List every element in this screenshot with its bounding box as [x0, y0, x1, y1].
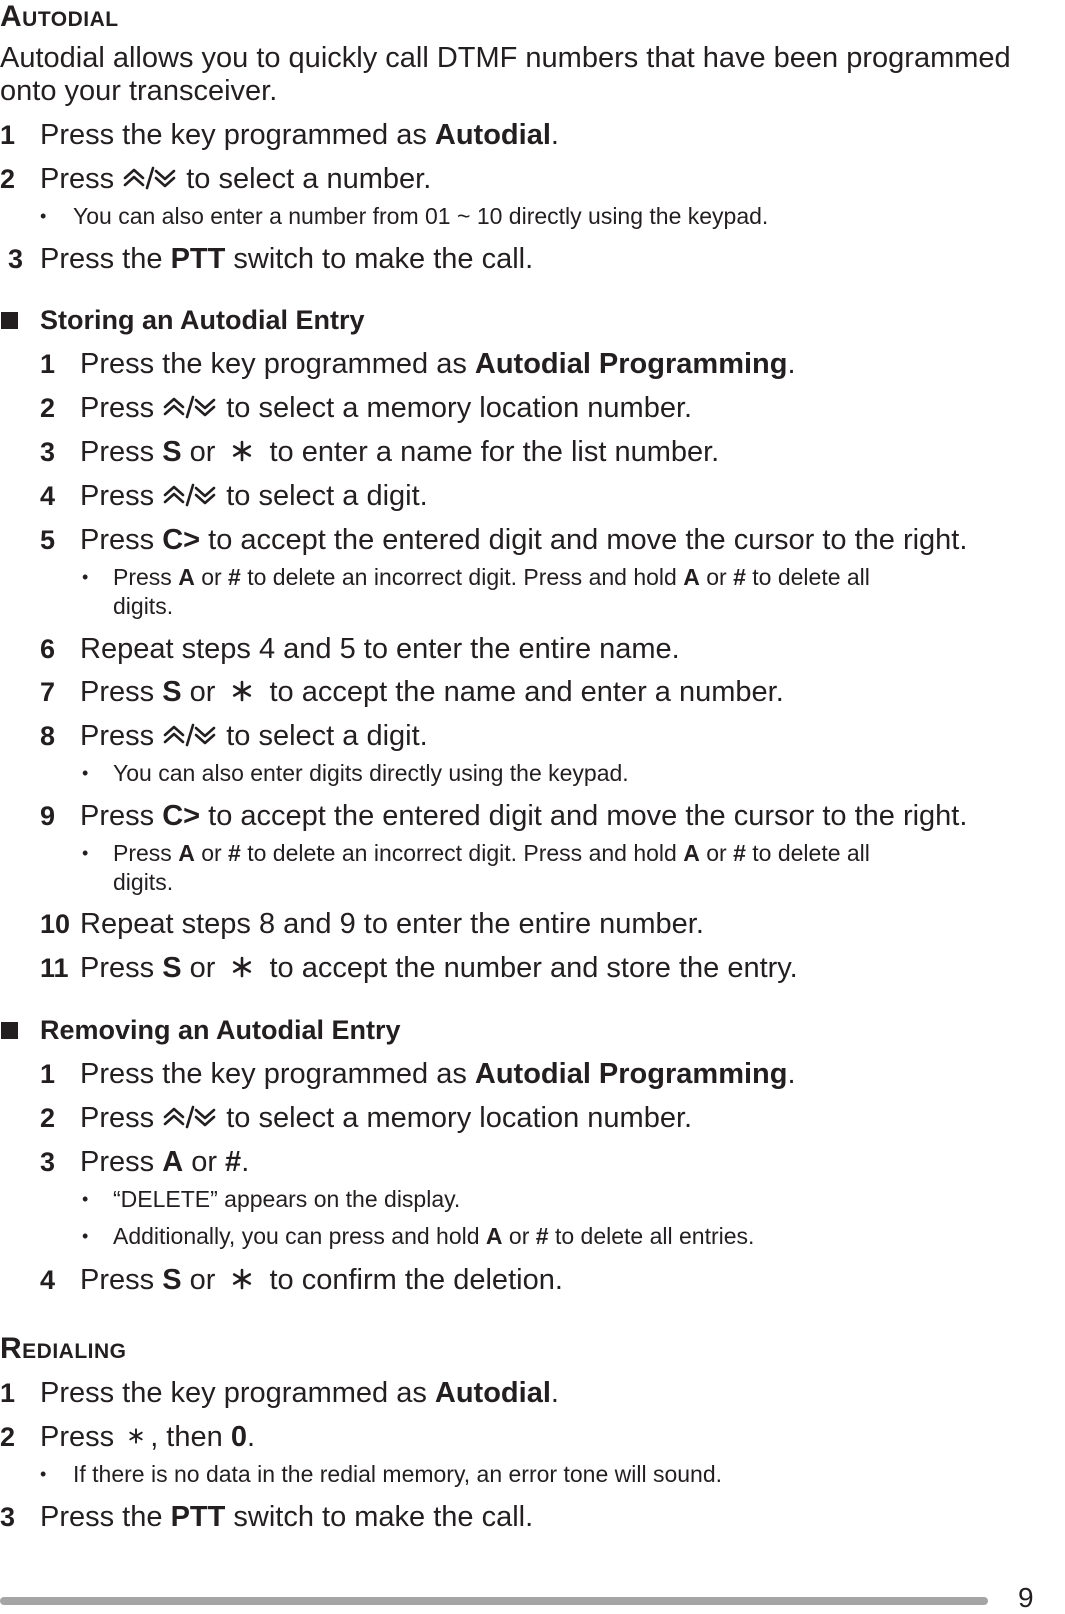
up-down-arrow-keys-icon — [162, 1104, 218, 1130]
step-number: 2 — [40, 1103, 56, 1133]
removing-step-1: Press the key programmed as Autodial Programming. — [80, 1058, 796, 1090]
storing-note-5-cont: digits. — [113, 593, 174, 619]
storing-note-8: You can also enter digits directly using the keypad. — [113, 760, 629, 786]
bullet: • — [82, 763, 89, 783]
step-number: 1 — [40, 349, 56, 379]
redialing-step-2: Press , then 0. — [40, 1421, 256, 1453]
section-square-icon — [1, 1022, 18, 1039]
step-number: 4 — [40, 1265, 56, 1295]
redialing-step-1: Press the key programmed as Autodial. — [40, 1377, 559, 1409]
removing-step-2: Press to select a memory location number. — [80, 1102, 693, 1134]
subsection-title-storing: Storing an Autodial Entry — [40, 305, 365, 335]
up-down-arrow-keys-icon — [162, 722, 218, 748]
step-number: 3 — [40, 437, 56, 467]
bullet: • — [82, 843, 89, 863]
bullet: • — [40, 1464, 47, 1484]
step-number: 10 — [40, 909, 71, 939]
bullet: • — [82, 1189, 89, 1209]
autodial-step-2: Press to select a number. — [40, 163, 432, 195]
removing-note-3a: “DELETE” appears on the display. — [113, 1186, 461, 1212]
up-down-arrow-keys-icon — [162, 394, 218, 420]
removing-step-4: Press S or to confirm the deletion. — [80, 1264, 563, 1296]
storing-step-5: Press C> to accept the entered digit and move the cursor to the right. — [80, 524, 968, 556]
autodial-step-3: Press the PTT switch to make the call. — [40, 243, 534, 275]
step-number: 1 — [40, 1059, 56, 1089]
asterisk-key-icon — [122, 1423, 150, 1449]
step-number: 2 — [40, 393, 56, 423]
step-number: 9 — [40, 801, 56, 831]
step-number: 1 — [0, 1378, 16, 1408]
subsection-title-removing: Removing an Autodial Entry — [40, 1015, 401, 1045]
storing-step-11: Press S or to accept the number and store the entry. — [80, 952, 798, 984]
autodial-note: You can also enter a number from 01 ~ 10 directly using the keypad. — [73, 203, 769, 229]
step-number: 1 — [0, 120, 16, 150]
section-title-redialing: Redialing — [0, 1332, 127, 1365]
asterisk-key-icon — [223, 438, 261, 464]
storing-note-5: Press A or # to delete an incorrect digit. Press and hold A or # to delete all — [113, 564, 870, 590]
up-down-arrow-keys-icon — [122, 165, 178, 191]
up-down-arrow-keys-icon — [162, 482, 218, 508]
step-number: 3 — [0, 1502, 16, 1532]
autodial-intro-line1: Autodial allows you to quickly call DTMF numbers that have been programmed — [0, 42, 1011, 74]
step-number: 3 — [8, 244, 24, 274]
storing-step-3: Press S or to enter a name for the list number. — [80, 436, 720, 468]
storing-step-6: Repeat steps 4 and 5 to enter the entire name. — [80, 633, 680, 665]
storing-note-9: Press A or # to delete an incorrect digit. Press and hold A or # to delete all — [113, 840, 870, 866]
storing-step-2: Press to select a memory location number. — [80, 392, 693, 424]
redialing-note-2: If there is no data in the redial memory, an error tone will sound. — [73, 1461, 723, 1487]
storing-note-9-cont: digits. — [113, 869, 174, 895]
step-number: 6 — [40, 634, 56, 664]
section-title-autodial: Autodial — [0, 0, 119, 33]
step-number: 5 — [40, 525, 56, 555]
step-number: 4 — [40, 481, 56, 511]
storing-step-8: Press to select a digit. — [80, 720, 428, 752]
asterisk-key-icon — [223, 954, 261, 980]
step-number: 7 — [40, 677, 56, 707]
asterisk-key-icon — [223, 678, 261, 704]
storing-step-10: Repeat steps 8 and 9 to enter the entire number. — [80, 908, 704, 940]
step-number: 11 — [40, 953, 69, 983]
bullet: • — [82, 567, 89, 587]
section-square-icon — [1, 312, 18, 329]
bullet: • — [40, 206, 47, 226]
autodial-step-1: Press the key programmed as Autodial. — [40, 119, 559, 151]
autodial-intro-line2: onto your transceiver. — [0, 75, 278, 107]
storing-step-7: Press S or to accept the name and enter a number. — [80, 676, 784, 708]
removing-note-3b: Additionally, you can press and hold A or # to delete all entries. — [113, 1223, 755, 1249]
redialing-step-3: Press the PTT switch to make the call. — [40, 1501, 534, 1533]
storing-step-9: Press C> to accept the entered digit and move the cursor to the right. — [80, 800, 968, 832]
footer-rule — [0, 1597, 988, 1605]
storing-step-1: Press the key programmed as Autodial Programming. — [80, 348, 796, 380]
step-number: 2 — [0, 1422, 16, 1452]
step-number: 3 — [40, 1147, 56, 1177]
storing-step-4: Press to select a digit. — [80, 480, 428, 512]
step-number: 2 — [0, 164, 16, 194]
step-number: 8 — [40, 721, 56, 751]
removing-step-3: Press A or #. — [80, 1146, 250, 1178]
asterisk-key-icon — [223, 1266, 261, 1292]
page-number: 9 — [1018, 1582, 1034, 1613]
bullet: • — [82, 1226, 89, 1246]
